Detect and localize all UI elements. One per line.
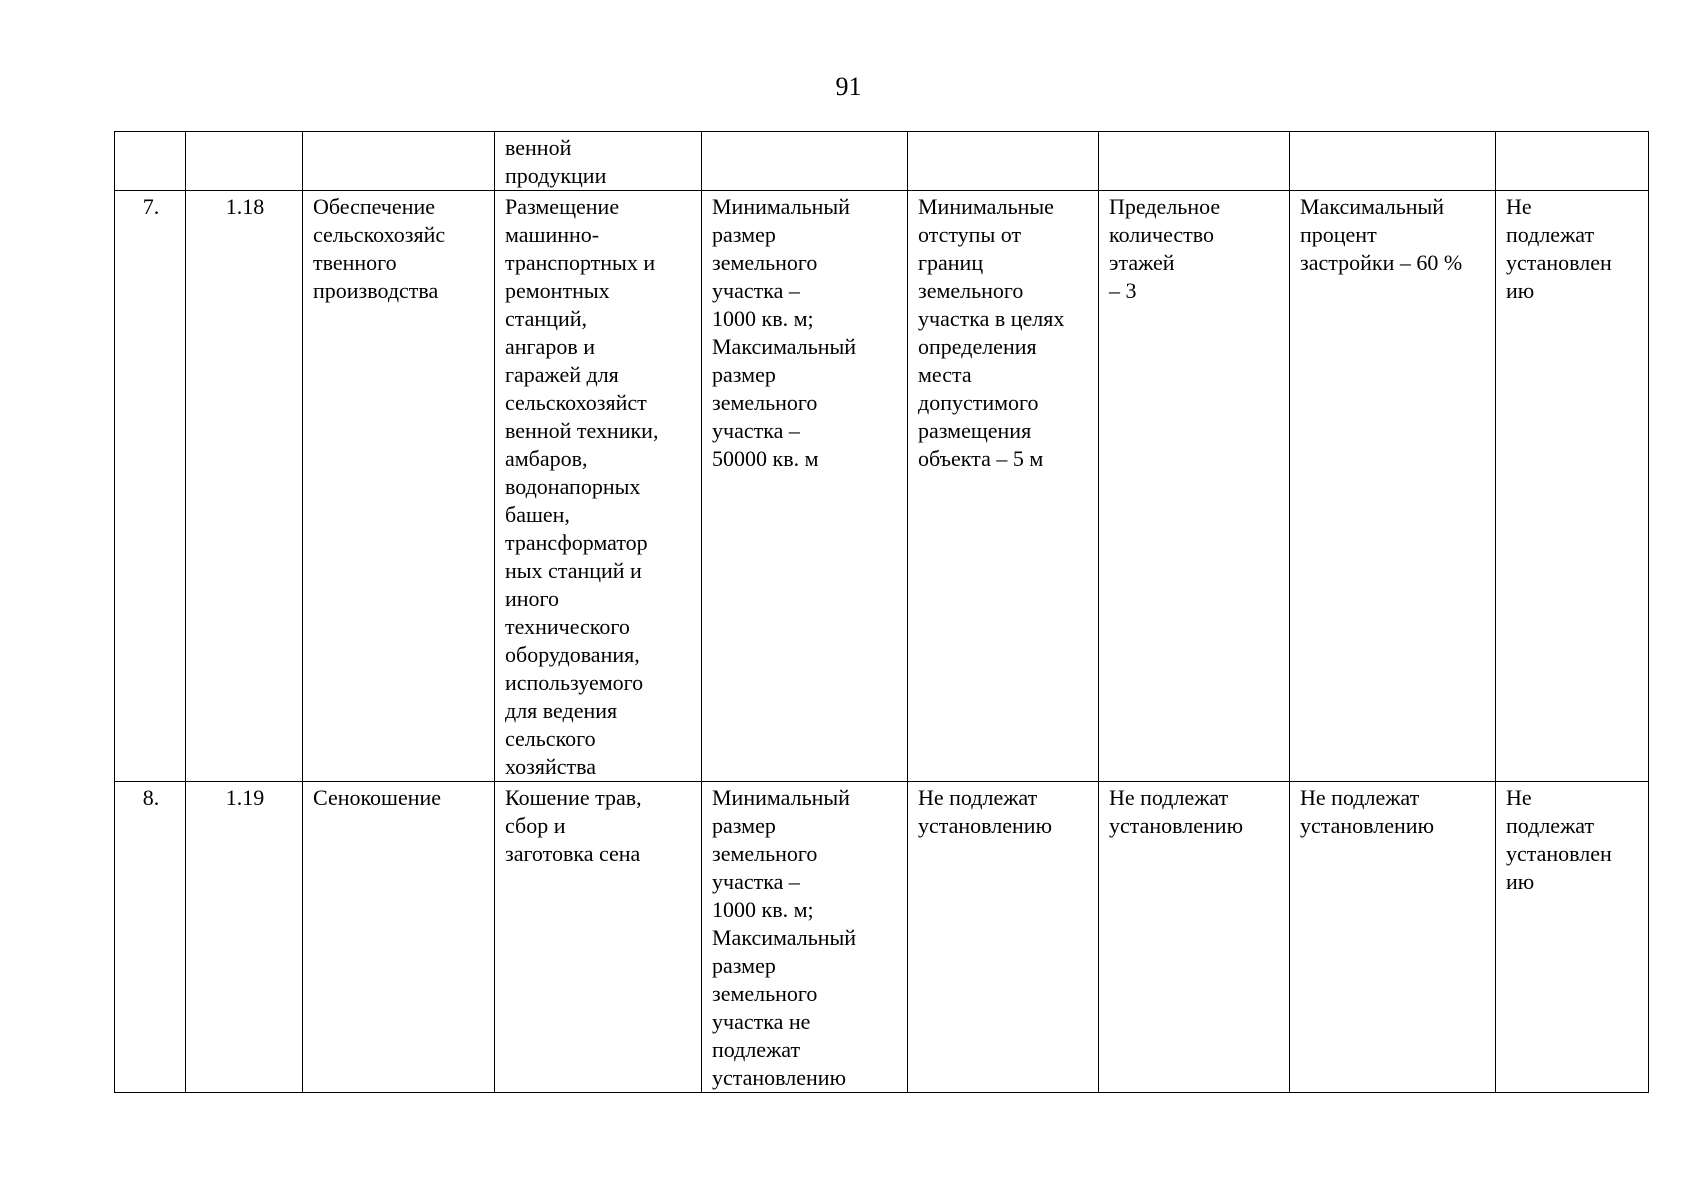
cell-use-code: 1.19 xyxy=(186,782,303,1093)
cell-floors: Предельное количество этажей – 3 xyxy=(1099,191,1290,782)
cell-use-code: 1.18 xyxy=(186,191,303,782)
cell-setbacks xyxy=(908,132,1099,191)
cell-row-number xyxy=(115,132,186,191)
table-row-continuation xyxy=(115,132,1649,191)
cell-coverage xyxy=(1290,132,1496,191)
cell-setbacks: Минимальные отступы от границ земельного участка в целях определения места допустимого размещения объекта – 5 м xyxy=(908,191,1099,782)
cell-row-number: 7. xyxy=(115,191,186,782)
page-number: 91 xyxy=(835,72,862,101)
cell-plot-size xyxy=(702,132,908,191)
cell-plot-size: Минимальный размер земельного участка – 1000 кв. м; Максимальный размер земельного участка не подлежат установлению xyxy=(702,782,908,1093)
cell-row-number: 8. xyxy=(115,782,186,1093)
cell-floors: Не подлежат установлению xyxy=(1099,782,1290,1093)
table-row xyxy=(115,191,1649,782)
cell-use-name xyxy=(303,132,495,191)
cell-coverage: Максимальный процент застройки – 60 % xyxy=(1290,191,1496,782)
cell-other: Не подлежат установлен ию xyxy=(1496,782,1649,1093)
table-row xyxy=(115,782,1649,1093)
cell-use-name: Обеспечение сельскохозяйс твенного производства xyxy=(303,191,495,782)
cell-setbacks: Не подлежат установлению xyxy=(908,782,1099,1093)
zoning-regulations-table xyxy=(114,131,1649,1093)
cell-use-description: Кошение трав, сбор и заготовка сена xyxy=(495,782,702,1093)
cell-use-name: Сенокошение xyxy=(303,782,495,1093)
cell-coverage: Не подлежат установлению xyxy=(1290,782,1496,1093)
cell-other: Не подлежат установлен ию xyxy=(1496,191,1649,782)
cell-floors xyxy=(1099,132,1290,191)
cell-use-code xyxy=(186,132,303,191)
cell-use-description: Размещение машинно- транспортных и ремонтных станций, ангаров и гаражей для сельскохозяйст венной техники, амбаров, водонапорных башен, трансформатор ных станций и иного технического оборудования, используемого для ведения сельского хозяйства xyxy=(495,191,702,782)
cell-plot-size: Минимальный размер земельного участка – 1000 кв. м; Максимальный размер земельного участка – 50000 кв. м xyxy=(702,191,908,782)
cell-other xyxy=(1496,132,1649,191)
cell-use-description: венной продукции xyxy=(495,132,702,191)
